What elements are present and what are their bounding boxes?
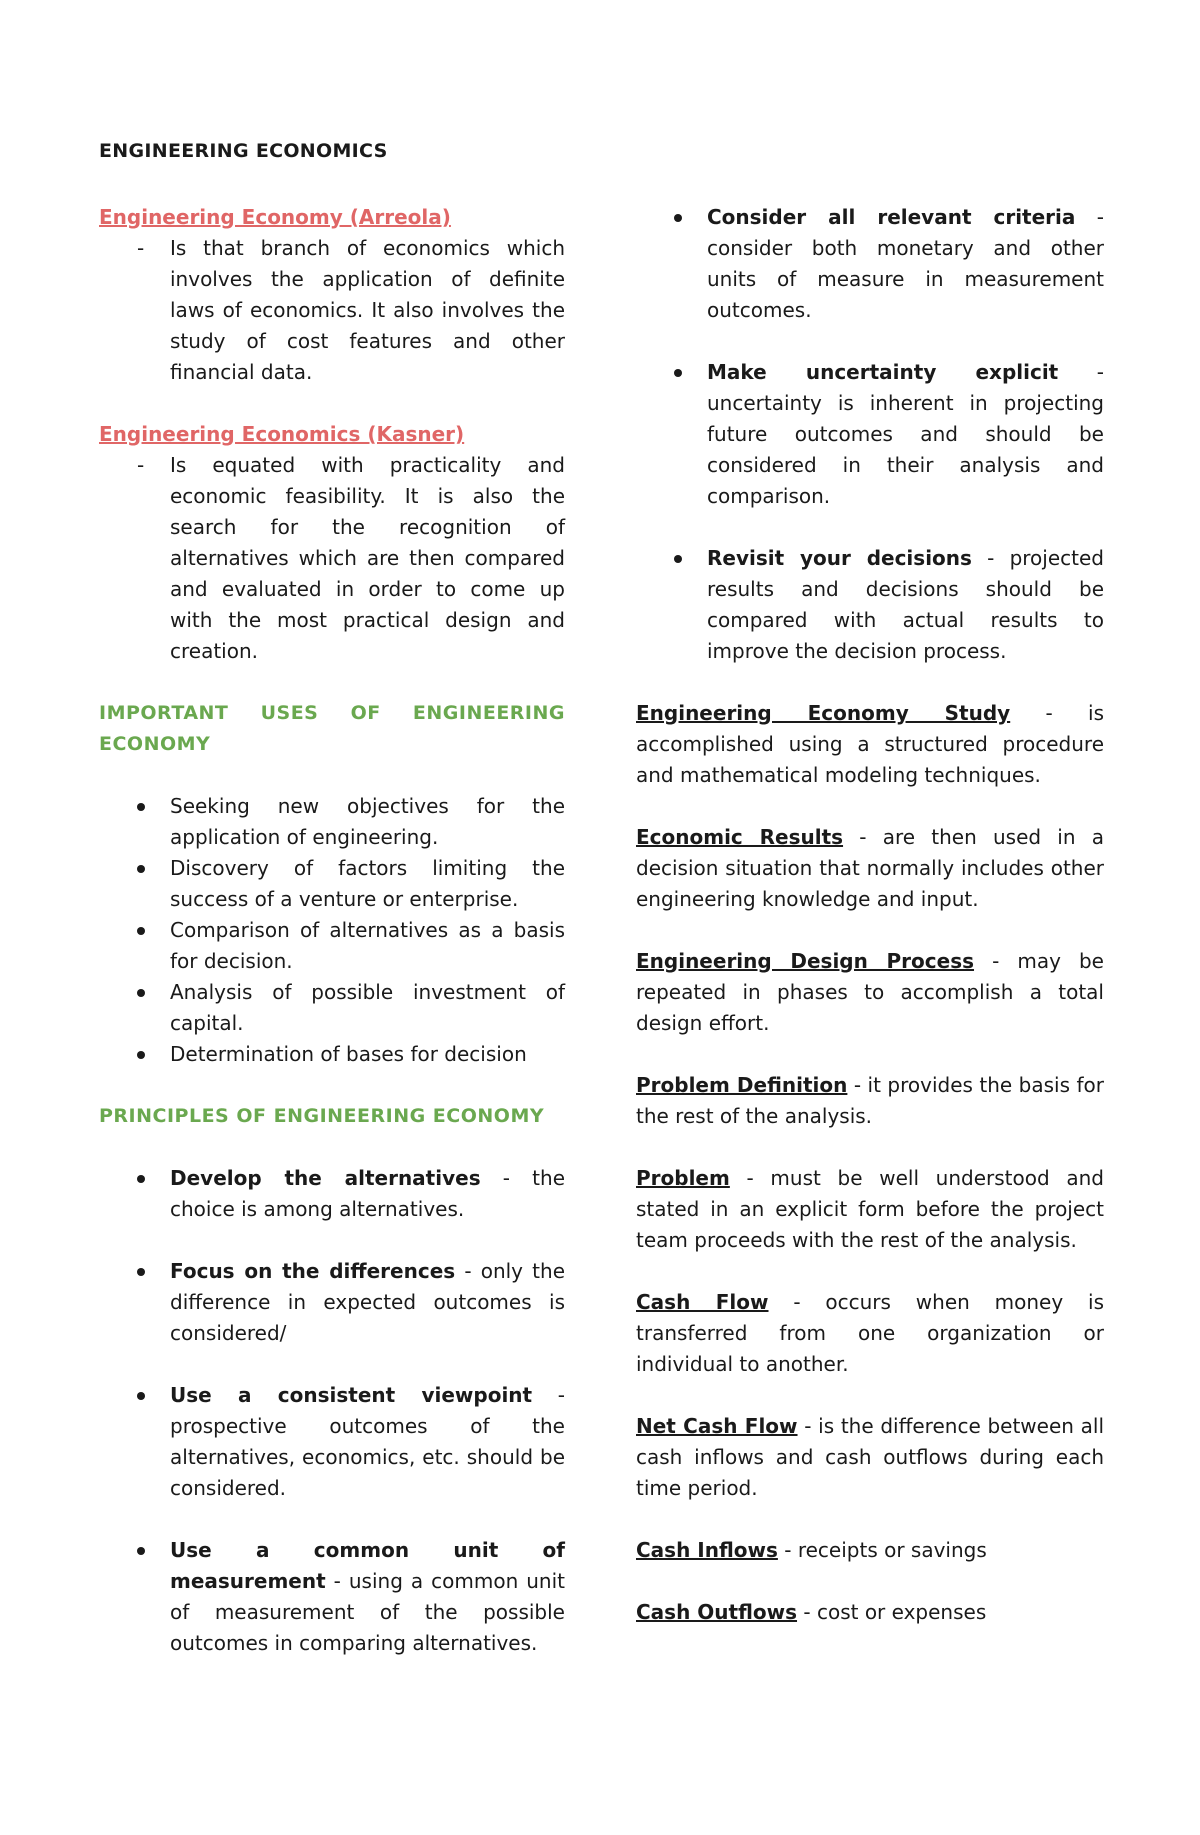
principle-item: [636, 202, 1104, 326]
bullet-icon: [137, 1051, 145, 1059]
principle-term: Develop the alternatives: [170, 1166, 481, 1190]
principle-desc: - consider both monetary and other units of measure in measurement outcomes.: [707, 205, 1104, 322]
definition-text: - Is that branch of economics which involves the application of definite laws of economics. It also involves the study of cost features and other financial data.: [99, 233, 565, 388]
principles-list: [99, 1163, 565, 1659]
term-desc: - is accomplished using a structured procedure and mathematical modeling techniques.: [636, 701, 1104, 787]
principle-item: [99, 1535, 565, 1659]
term-definition: [636, 822, 1104, 915]
term: Problem: [636, 1166, 730, 1190]
definition-heading: Engineering Economy (Arreola): [99, 205, 451, 229]
list-item: [99, 1039, 565, 1070]
list-item: [99, 853, 565, 915]
principle-term: Use a common unit of measurement: [170, 1538, 565, 1593]
term: Engineering Economy Study: [636, 701, 1011, 725]
term: Cash Inflows: [636, 1538, 778, 1562]
left-column: [99, 202, 565, 1659]
term-desc: - receipts or savings: [777, 1538, 987, 1562]
principle-term: Use a consistent viewpoint: [170, 1383, 533, 1407]
term-desc: - is the difference between all cash inflows and cash outflows during each time period.: [636, 1414, 1104, 1500]
term-desc: - may be repeated in phases to accomplish a total design effort.: [636, 949, 1104, 1035]
list-item-text: Seeking new objectives for the application of engineering.: [170, 794, 565, 849]
term-definition: [636, 698, 1104, 791]
principle-item: [636, 543, 1104, 667]
term-definition: [636, 1287, 1104, 1380]
term-desc: - are then used in a decision situation that normally includes other engineering knowledge and input.: [636, 825, 1104, 911]
bullet-icon: [137, 1547, 145, 1555]
right-column: [636, 202, 1104, 1628]
principles-heading: PRINCIPLES OF ENGINEERING ECONOMY: [99, 1105, 545, 1127]
definition-heading: Engineering Economics (Kasner): [99, 422, 465, 446]
list-item: [99, 977, 565, 1039]
uses-list: [99, 791, 565, 1070]
document-title: ENGINEERING ECONOMICS: [99, 140, 388, 162]
term-desc: - cost or expenses: [797, 1600, 987, 1624]
principles-list-continued: [636, 202, 1104, 667]
list-item-text: Comparison of alternatives as a basis for decision.: [170, 918, 565, 973]
uses-heading: IMPORTANT USES OF ENGINEERING ECONOMY: [99, 702, 565, 755]
term: Net Cash Flow: [636, 1414, 798, 1438]
list-item-text: Discovery of factors limiting the success of a venture or enterprise.: [170, 856, 565, 911]
term-definition: [636, 1597, 1104, 1628]
bullet-icon: [674, 369, 682, 377]
bullet-icon: [137, 1392, 145, 1400]
bullet-icon: [137, 927, 145, 935]
bullet-icon: [674, 555, 682, 563]
term: Cash Flow: [636, 1290, 769, 1314]
principle-term: Revisit your decisions: [707, 546, 972, 570]
bullet-icon: [137, 803, 145, 811]
list-item: [99, 915, 565, 977]
principle-desc: - prospective outcomes of the alternatives, economics, etc. should be considered.: [170, 1383, 565, 1500]
definition-text: - Is equated with practicality and economic feasibility. It is also the search for the recognition of alternatives which are then compared and evaluated in order to come up with the most practical design and creation.: [99, 450, 565, 667]
list-item: [99, 791, 565, 853]
principle-desc: - only the difference in expected outcomes is considered/: [170, 1259, 566, 1345]
term: Engineering Design Process: [636, 949, 975, 973]
bullet-icon: [137, 1268, 145, 1276]
term: Economic Results: [636, 825, 844, 849]
principle-desc: - projected results and decisions should be compared with actual results to improve the decision process.: [707, 546, 1104, 663]
term-desc: - must be well understood and stated in an explicit form before the project team proceeds with the rest of the analysis.: [636, 1166, 1104, 1252]
principle-item: [636, 357, 1104, 512]
bullet-icon: [137, 1175, 145, 1183]
term-definition: [636, 1163, 1104, 1256]
list-item-text: Analysis of possible investment of capital.: [170, 980, 565, 1035]
bullet-icon: [137, 989, 145, 997]
bullet-icon: [674, 214, 682, 222]
term: Problem Definition: [636, 1073, 848, 1097]
principle-desc: - the choice is among alternatives.: [170, 1166, 565, 1221]
term-definition: [636, 1070, 1104, 1132]
definition-arreola: [99, 202, 565, 388]
principle-desc: - uncertainty is inherent in projecting future outcomes and should be considered in their analysis and comparison.: [707, 360, 1104, 508]
principle-term: Consider all relevant criteria: [707, 205, 1076, 229]
term-desc: - it provides the basis for the rest of the analysis.: [636, 1073, 1104, 1128]
principle-item: [99, 1163, 565, 1225]
definition-kasner: [99, 419, 565, 667]
principle-desc: - using a common unit of measurement of the possible outcomes in comparing alternatives.: [170, 1569, 565, 1655]
principle-item: [99, 1256, 565, 1349]
term-desc: - occurs when money is transferred from one organization or individual to another.: [636, 1290, 1104, 1376]
principle-term: Focus on the differences: [170, 1259, 456, 1283]
term-definition: [636, 1411, 1104, 1504]
term-definition: [636, 946, 1104, 1039]
term: Cash Outflows: [636, 1600, 798, 1624]
bullet-icon: [137, 865, 145, 873]
term-definition: [636, 1535, 1104, 1566]
list-item-text: Determination of bases for decision: [170, 1042, 527, 1066]
principle-term: Make uncertainty explicit: [707, 360, 1059, 384]
principle-item: [99, 1380, 565, 1504]
